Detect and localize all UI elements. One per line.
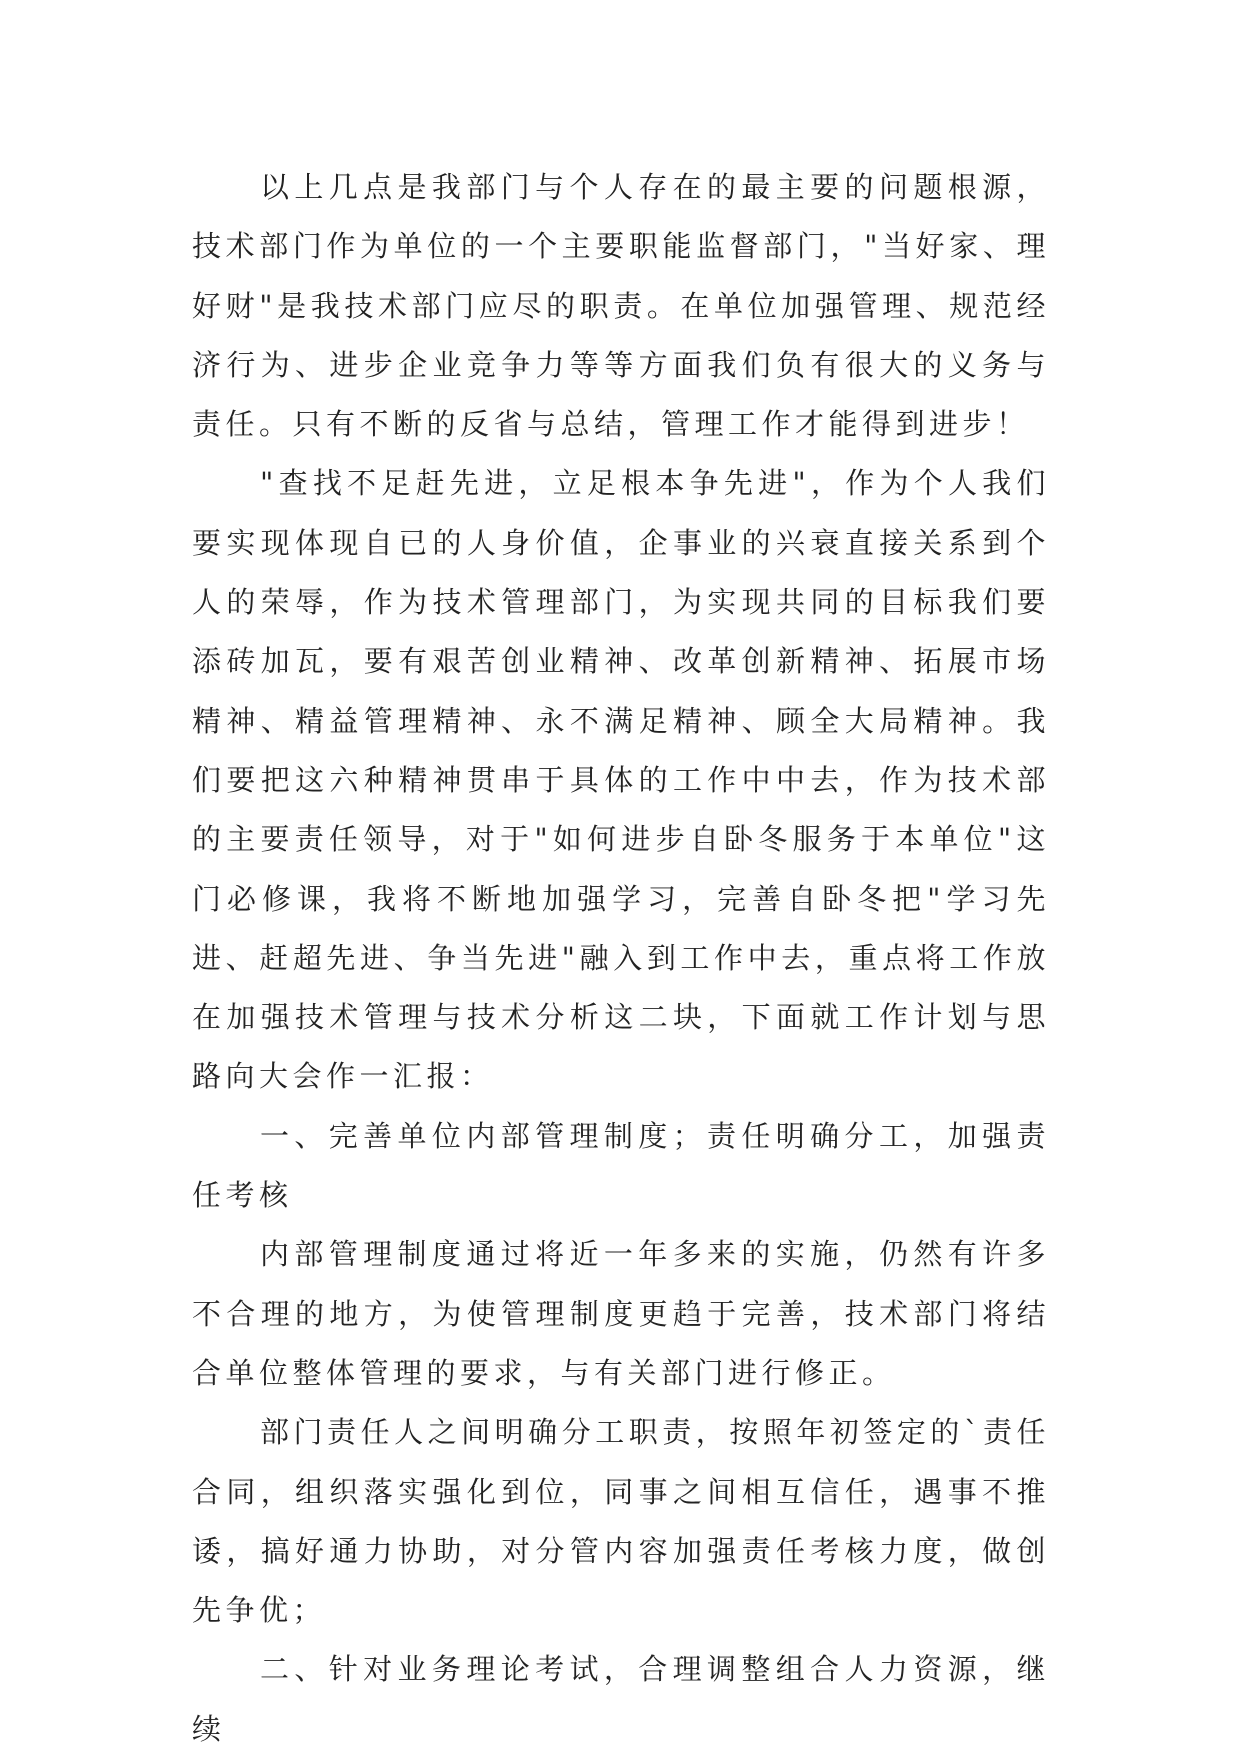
section-heading: 二、针对业务理论考试，合理调整组合人力资源，继续 — [192, 1652, 1050, 1746]
paragraph: 部门责任人之间明确分工职责，按照年初签定的`责任合同，组织落实强化到位，同事之间相互信任，遇事不推诿，搞好通力协助，对分管内容加强责任考核力度，做创先争优； — [192, 1415, 1050, 1628]
paragraph: "查找不足赶先进，立足根本争先进"，作为个人我们要实现体现自已的人身价值，企事业的兴衰直接关系到个人的荣辱，作为技术管理部门，为实现共同的目标我们要添砖加瓦，要有艰苦创业精神、改革创新精神、拓展市场精神、精益管理精神、永不满足精神、顾全大局精神。我们要把这六种精神贯串于具体的工作中中去，作为技术部的主要责任领导，对于"如何进步自卧冬服务于本单位"这门必修课，我将不断地加强学习，完善自卧冬把"学习先进、赶超先进、争当先进"融入到工作中去，重点将工作放在加强技术管理与技术分析这二块，下面就工作计划与思路向大会作一汇报： — [192, 466, 1050, 1094]
document-body — [192, 158, 1050, 1759]
paragraph: 以上几点是我部门与个人存在的最主要的问题根源，技术部门作为单位的一个主要职能监督部门，"当好家、理好财"是我技术部门应尽的职责。在单位加强管理、规范经济行为、进步企业竞争力等等方面我们负有很大的义务与责任。只有不断的反省与总结，管理工作才能得到进步！ — [192, 170, 1050, 442]
section-heading: 一、完善单位内部管理制度；责任明确分工，加强责任考核 — [192, 1118, 1050, 1213]
paragraph: 内部管理制度通过将近一年多来的实施，仍然有许多不合理的地方，为使管理制度更趋于完善，技术部门将结合单位整体管理的要求，与有关部门进行修正。 — [192, 1237, 1050, 1390]
